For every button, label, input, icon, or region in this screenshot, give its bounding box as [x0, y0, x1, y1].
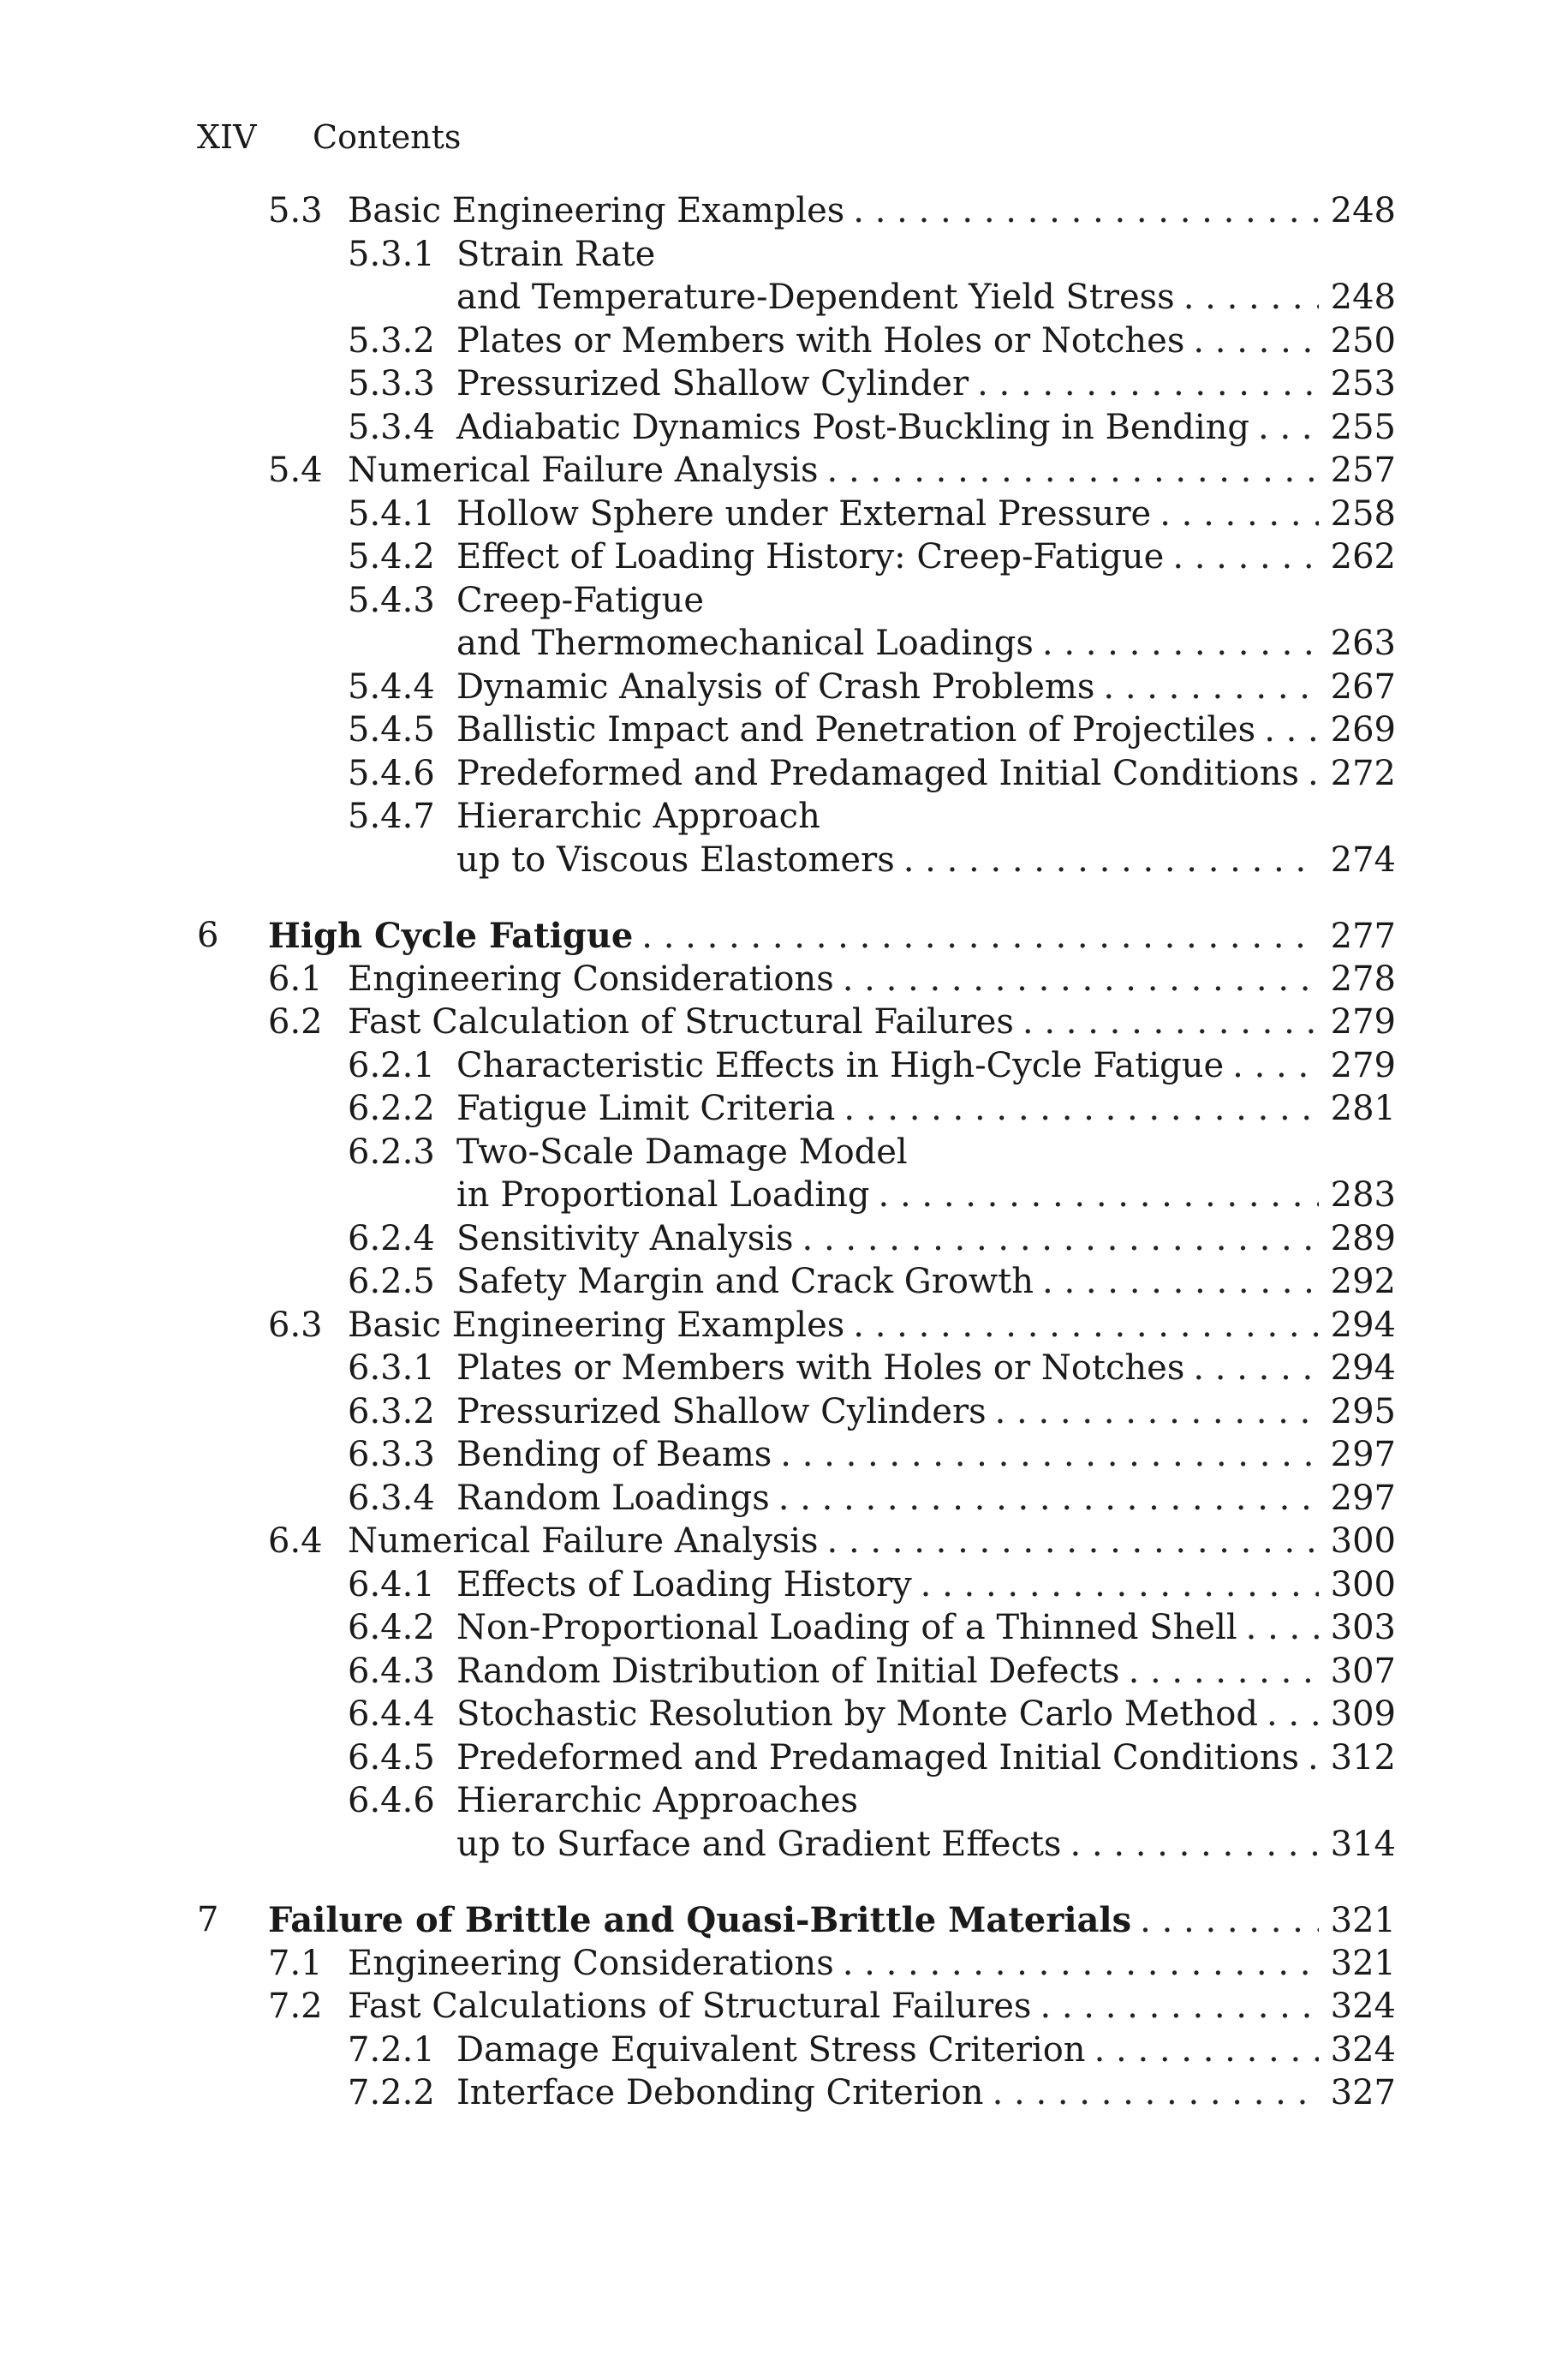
entry-text — [268, 1900, 1396, 1940]
leader-dots — [1232, 1046, 1319, 1085]
entry-number: 6.4.6 — [348, 1781, 435, 1820]
entry-number: 6.1 — [268, 959, 323, 999]
entry-number: 7.2.2 — [348, 2073, 435, 2112]
entry-text — [456, 754, 1396, 793]
entry-title: Damage Equivalent Stress Criterion — [456, 2029, 1086, 2070]
entry-text — [456, 1652, 1396, 1691]
entry-title: and Temperature-Dependent Yield Stress — [456, 278, 1175, 317]
entry-text — [456, 1738, 1396, 1778]
chapter-spacer — [197, 1867, 1396, 1900]
entry-text — [456, 1392, 1396, 1431]
entry-page: 321 — [1330, 1943, 1396, 1983]
entry-title: Plates or Members with Holes or Notches — [456, 1348, 1185, 1388]
chapter-spacer — [197, 883, 1396, 916]
entry-text — [456, 581, 1396, 620]
toc-subsection[interactable] — [197, 797, 1396, 840]
leader-dots — [1246, 1608, 1319, 1647]
leader-dots — [1022, 1002, 1319, 1042]
entry-title: Bending of Beams — [456, 1435, 772, 1474]
entry-page: 300 — [1330, 1564, 1396, 1604]
leader-dots — [843, 1944, 1319, 1983]
entry-page: 248 — [1330, 278, 1396, 317]
running-header — [197, 118, 461, 156]
entry-page: 263 — [1330, 624, 1396, 663]
leader-dots — [1070, 1825, 1319, 1864]
entry-number: 6.2.1 — [348, 1045, 435, 1085]
toc-subsection[interactable] — [197, 2073, 1396, 2117]
entry-page: 324 — [1330, 1987, 1396, 2026]
entry-page: 292 — [1330, 1262, 1396, 1301]
entry-page: 309 — [1330, 1694, 1396, 1734]
entry-page: 312 — [1330, 1737, 1396, 1778]
entry-page: 283 — [1330, 1175, 1396, 1215]
toc-section[interactable] — [197, 1002, 1396, 1046]
entry-number: 7 — [197, 1900, 219, 1939]
toc-subsection[interactable] — [197, 2030, 1396, 2074]
leader-dots — [1258, 408, 1319, 447]
entry-title: Numerical Failure Analysis — [348, 1521, 819, 1561]
entry-number: 6.4.3 — [348, 1651, 435, 1691]
entry-title: Hierarchic Approach — [456, 797, 820, 836]
leader-dots — [993, 2073, 1319, 2112]
toc-subsection[interactable] — [197, 1262, 1396, 1306]
leader-dots — [778, 1479, 1319, 1518]
entry-title: Plates or Members with Holes or Notches — [456, 320, 1185, 361]
entry-number: 5.4.3 — [348, 580, 435, 620]
entry-text — [456, 2073, 1396, 2112]
toc-chapter[interactable] — [197, 1900, 1396, 1944]
entry-text — [456, 1479, 1396, 1518]
entry-text — [268, 916, 1396, 956]
entry-page: 295 — [1330, 1391, 1396, 1431]
entry-text — [456, 278, 1396, 317]
leader-dots — [977, 364, 1319, 403]
leader-dots — [1172, 537, 1319, 577]
leader-dots — [1308, 754, 1319, 793]
entry-number: 5.3.3 — [348, 364, 435, 403]
entry-number: 5.4.7 — [348, 797, 435, 836]
entry-title: Hollow Sphere under External Pressure — [456, 493, 1152, 534]
entry-text — [348, 1002, 1396, 1042]
table-of-contents — [197, 191, 1396, 2117]
entry-number: 5.4 — [268, 451, 323, 490]
entry-page: 279 — [1330, 1002, 1396, 1042]
entry-number: 6.2.5 — [348, 1262, 435, 1301]
entry-page: 274 — [1330, 839, 1396, 880]
leader-dots — [843, 959, 1319, 999]
entry-number: 6.3.2 — [348, 1391, 435, 1431]
toc-section[interactable] — [197, 1306, 1396, 1349]
toc-section[interactable] — [197, 1944, 1396, 1987]
entry-title: Strain Rate — [456, 234, 656, 274]
entry-title: Failure of Brittle and Quasi-Brittle Materials — [268, 1900, 1132, 1940]
entry-title: Fast Calculation of Structural Failures — [348, 1002, 1014, 1042]
entry-page: 281 — [1330, 1089, 1396, 1128]
toc-subsection[interactable] — [197, 1089, 1396, 1132]
entry-number: 6.4.4 — [348, 1694, 435, 1734]
leader-dots — [1040, 1987, 1319, 2026]
entry-page: 278 — [1330, 959, 1396, 999]
entry-page: 321 — [1330, 1901, 1396, 1940]
entry-text — [456, 1089, 1396, 1128]
entry-title: Dynamic Analysis of Crash Problems — [456, 666, 1095, 707]
entry-text — [456, 321, 1396, 361]
entry-number: 5.4.6 — [348, 753, 435, 793]
entry-number: 7.2 — [268, 1987, 323, 2026]
toc-subsection[interactable] — [197, 278, 1396, 321]
entry-text — [456, 1219, 1396, 1258]
entry-title: Non-Proportional Loading of a Thinned Shell — [456, 1608, 1237, 1647]
leader-dots — [1042, 624, 1319, 663]
toc-subsection[interactable] — [197, 1694, 1396, 1738]
entry-title: Interface Debonding Criterion — [456, 2073, 984, 2112]
entry-number: 5.4.2 — [348, 537, 435, 577]
entry-number: 5.3.4 — [348, 407, 435, 447]
entry-text — [456, 537, 1396, 577]
entry-number: 6 — [197, 916, 219, 955]
entry-title: Numerical Failure Analysis — [348, 451, 819, 490]
toc-section[interactable] — [197, 451, 1396, 494]
entry-text — [456, 624, 1396, 663]
entry-title: Creep-Fatigue — [456, 580, 704, 620]
toc-subsection[interactable] — [197, 624, 1396, 667]
toc-subsection[interactable] — [197, 1219, 1396, 1263]
entry-title: Pressurized Shallow Cylinder — [456, 364, 969, 403]
entry-title: Random Distribution of Initial Defects — [456, 1651, 1120, 1691]
entry-page: 255 — [1330, 407, 1396, 447]
entry-page: 250 — [1330, 320, 1396, 361]
entry-text — [456, 797, 1396, 836]
leader-dots — [1193, 321, 1319, 361]
entry-title: Engineering Considerations — [348, 1943, 834, 1983]
entry-text — [456, 1046, 1396, 1085]
entry-page: 257 — [1330, 451, 1396, 490]
entry-text — [456, 1132, 1396, 1172]
toc-subsection[interactable] — [197, 1435, 1396, 1479]
toc-subsection[interactable] — [197, 1565, 1396, 1609]
header-title: Contents — [313, 118, 462, 156]
entry-page: 303 — [1330, 1608, 1396, 1647]
entry-number: 5.4.1 — [348, 493, 435, 534]
toc-subsection[interactable] — [197, 710, 1396, 754]
leader-dots — [1042, 1262, 1319, 1301]
entry-page: 289 — [1330, 1218, 1396, 1258]
toc-subsection[interactable] — [197, 1781, 1396, 1825]
entry-title: Predeformed and Predamaged Initial Conditions — [456, 753, 1300, 793]
entry-number: 5.4.4 — [348, 666, 435, 707]
entry-page: 248 — [1330, 191, 1396, 230]
leader-dots — [1267, 1694, 1319, 1734]
toc-subsection[interactable] — [197, 537, 1396, 581]
toc-subsection[interactable] — [197, 1046, 1396, 1090]
entry-text — [456, 1608, 1396, 1647]
entry-number: 5.3.2 — [348, 320, 435, 361]
toc-subsection[interactable] — [197, 1392, 1396, 1436]
toc-subsection[interactable] — [197, 754, 1396, 798]
entry-title: Basic Engineering Examples — [348, 1305, 845, 1345]
entry-number: 6.4 — [268, 1521, 323, 1561]
toc-subsection[interactable] — [197, 364, 1396, 408]
entry-number: 6.2 — [268, 1002, 323, 1042]
toc-chapter[interactable] — [197, 916, 1396, 959]
entry-title: Fatigue Limit Criteria — [456, 1089, 836, 1128]
toc-subsection[interactable] — [197, 667, 1396, 711]
entry-title: Effects of Loading History — [456, 1564, 912, 1604]
leader-dots — [995, 1392, 1319, 1431]
entry-text — [456, 1348, 1396, 1388]
entry-page: 294 — [1330, 1305, 1396, 1345]
entry-page: 324 — [1330, 2029, 1396, 2070]
entry-title: Random Loadings — [456, 1478, 770, 1518]
entry-title: Safety Margin and Crack Growth — [456, 1262, 1034, 1301]
entry-text — [348, 1306, 1396, 1345]
toc-subsection[interactable] — [197, 1175, 1396, 1219]
entry-title: Characteristic Effects in High-Cycle Fatigue — [456, 1045, 1225, 1085]
entry-number: 6.4.5 — [348, 1737, 435, 1778]
entry-number: 5.3 — [268, 191, 323, 230]
entry-number: 6.3.3 — [348, 1435, 435, 1474]
entry-title: and Thermomechanical Loadings — [456, 624, 1034, 663]
toc-subsection[interactable] — [197, 1652, 1396, 1695]
leader-dots — [879, 1175, 1319, 1215]
entry-page: 297 — [1330, 1435, 1396, 1474]
leader-dots — [1264, 710, 1319, 750]
toc-subsection[interactable] — [197, 840, 1396, 884]
toc-subsection[interactable] — [197, 494, 1396, 538]
entry-number: 6.3 — [268, 1305, 323, 1345]
entry-text — [348, 959, 1396, 999]
toc-subsection[interactable] — [197, 1608, 1396, 1652]
entry-number: 6.2.4 — [348, 1218, 435, 1258]
entry-text — [456, 2030, 1396, 2070]
leader-dots — [1160, 494, 1319, 534]
entry-title: Stochastic Resolution by Monte Carlo Method — [456, 1694, 1258, 1734]
entry-page: 327 — [1330, 2073, 1396, 2112]
leader-dots — [921, 1565, 1319, 1604]
entry-text — [348, 1521, 1396, 1561]
toc-subsection[interactable] — [197, 1132, 1396, 1176]
entry-number: 6.4.1 — [348, 1564, 435, 1604]
entry-text — [456, 494, 1396, 534]
entry-page: 307 — [1330, 1651, 1396, 1691]
leader-dots — [844, 1089, 1319, 1128]
leader-dots — [1140, 1901, 1319, 1940]
toc-subsection[interactable] — [197, 1348, 1396, 1392]
entry-page: 314 — [1330, 1824, 1396, 1864]
leader-dots — [1193, 1348, 1319, 1388]
entry-text — [456, 1694, 1396, 1734]
entry-number: 6.2.3 — [348, 1132, 435, 1172]
leader-dots — [1129, 1652, 1319, 1691]
leader-dots — [1183, 278, 1319, 317]
entry-page: 277 — [1330, 917, 1396, 956]
entry-page: 253 — [1330, 364, 1396, 403]
entry-text — [348, 1987, 1396, 2026]
entry-number: 5.3.1 — [348, 234, 435, 274]
entry-page: 267 — [1330, 666, 1396, 707]
toc-subsection[interactable] — [197, 1825, 1396, 1868]
entry-number: 6.2.2 — [348, 1089, 435, 1128]
entry-number: 7.2.1 — [348, 2029, 435, 2070]
leader-dots — [1103, 667, 1319, 707]
entry-title: High Cycle Fatigue — [268, 916, 634, 956]
entry-text — [456, 1262, 1396, 1301]
leader-dots — [802, 1219, 1319, 1258]
entry-number: 6.3.1 — [348, 1348, 435, 1388]
toc-subsection[interactable] — [197, 321, 1396, 365]
entry-title: in Proportional Loading — [456, 1175, 870, 1215]
entry-title: up to Viscous Elastomers — [456, 839, 895, 880]
entry-text — [348, 191, 1396, 230]
entry-number: 7.1 — [268, 1943, 323, 1983]
toc-section[interactable] — [197, 191, 1396, 235]
entry-text — [456, 408, 1396, 447]
entry-text — [456, 840, 1396, 880]
entry-title: Fast Calculations of Structural Failures — [348, 1987, 1032, 2026]
entry-page: 258 — [1330, 493, 1396, 534]
toc-section[interactable] — [197, 959, 1396, 1003]
leader-dots — [827, 1521, 1319, 1561]
entry-title: Hierarchic Approaches — [456, 1781, 859, 1820]
entry-page: 300 — [1330, 1521, 1396, 1561]
toc-section[interactable] — [197, 1987, 1396, 2030]
entry-title: Effect of Loading History: Creep-Fatigue — [456, 537, 1165, 577]
leader-dots — [780, 1435, 1319, 1474]
entry-page: 272 — [1330, 753, 1396, 793]
entry-title: Two-Scale Damage Model — [456, 1132, 908, 1172]
entry-text — [456, 364, 1396, 403]
entry-text — [456, 235, 1396, 274]
toc-subsection[interactable] — [197, 408, 1396, 451]
leader-dots — [1094, 2030, 1319, 2070]
entry-text — [348, 451, 1396, 490]
toc-subsection[interactable] — [197, 581, 1396, 624]
entry-number: 6.3.4 — [348, 1478, 435, 1518]
entry-title: Engineering Considerations — [348, 959, 834, 999]
toc-subsection[interactable] — [197, 1738, 1396, 1782]
entry-title: up to Surface and Gradient Effects — [456, 1824, 1062, 1864]
entry-text — [348, 1944, 1396, 1983]
entry-text — [456, 1825, 1396, 1864]
entry-page: 262 — [1330, 537, 1396, 577]
leader-dots — [1308, 1738, 1319, 1778]
leader-dots — [853, 1306, 1319, 1345]
entry-page: 294 — [1330, 1348, 1396, 1388]
toc-subsection[interactable] — [197, 235, 1396, 278]
entry-text — [456, 1435, 1396, 1474]
leader-dots — [641, 917, 1319, 956]
entry-text — [456, 710, 1396, 750]
entry-text — [456, 667, 1396, 707]
entry-title: Predeformed and Predamaged Initial Conditions — [456, 1737, 1300, 1778]
leader-dots — [853, 191, 1319, 230]
toc-subsection[interactable] — [197, 1479, 1396, 1522]
entry-title: Sensitivity Analysis — [456, 1218, 794, 1258]
entry-page: 269 — [1330, 710, 1396, 750]
entry-title: Pressurized Shallow Cylinders — [456, 1391, 987, 1431]
entry-page: 279 — [1330, 1045, 1396, 1085]
entry-number: 6.4.2 — [348, 1608, 435, 1647]
entry-page: 297 — [1330, 1478, 1396, 1518]
entry-title: Ballistic Impact and Penetration of Projectiles — [456, 710, 1256, 750]
leader-dots — [903, 840, 1319, 880]
toc-section[interactable] — [197, 1521, 1396, 1565]
page-number: XIV — [197, 118, 257, 156]
leader-dots — [827, 451, 1319, 490]
entry-number: 5.4.5 — [348, 710, 435, 750]
entry-title: Adiabatic Dynamics Post-Buckling in Bending — [456, 407, 1250, 447]
entry-text — [456, 1175, 1396, 1215]
entry-text — [456, 1781, 1396, 1820]
entry-title: Basic Engineering Examples — [348, 191, 845, 230]
entry-text — [456, 1565, 1396, 1604]
